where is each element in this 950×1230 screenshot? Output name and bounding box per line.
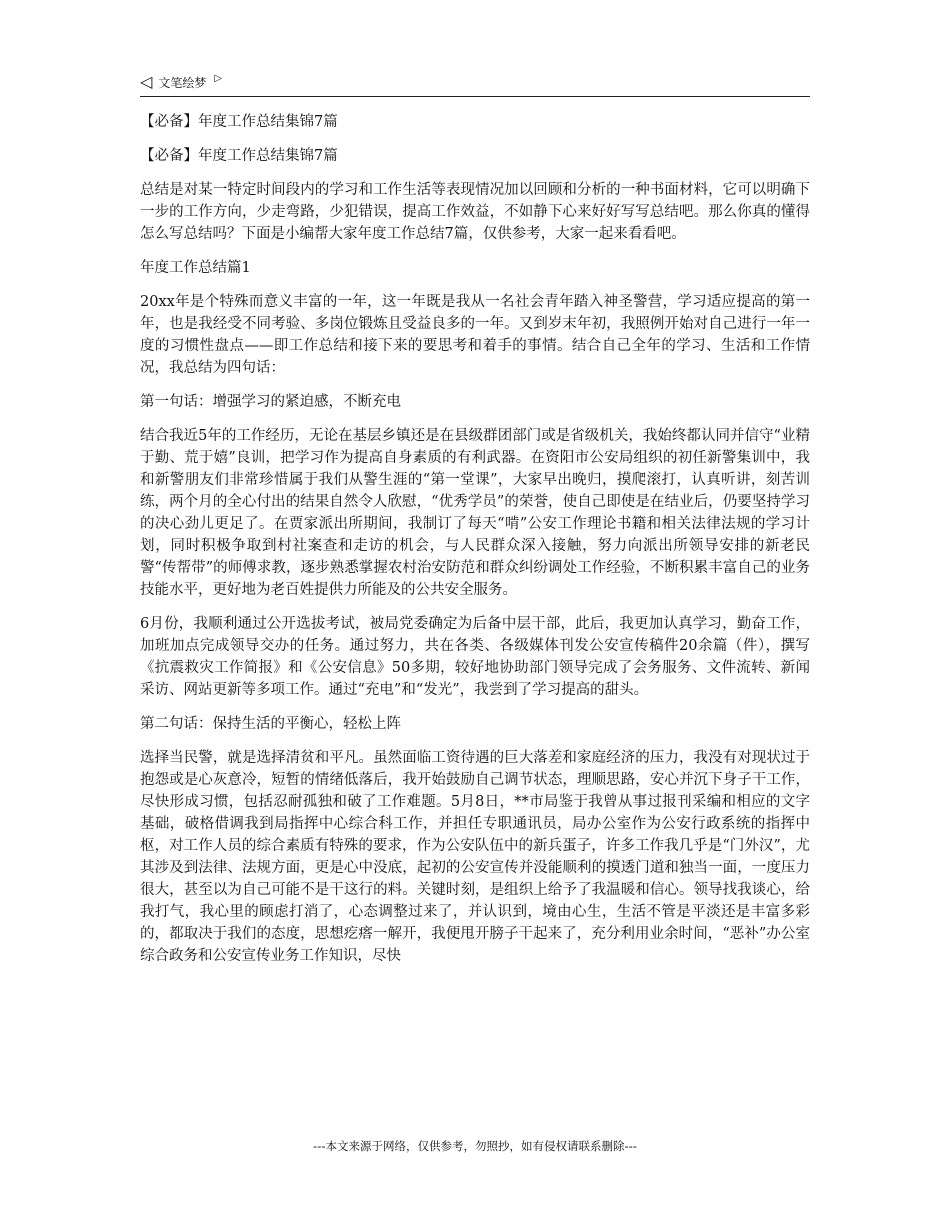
paragraph-1: 20xx年是个特殊而意义丰富的一年，这一年既是我从一名社会青年踏入神圣警营，学习适应提高的第一年，也是我经受不同考验、多岗位锻炼且受益良多的一年。又到岁末年初，我照例开始对自己进行一年一度的习惯性盘点——即工作总结和接下来的要思考和着手的事情。结合自己全年的学习、生活和工作情况，我总结为四句话： xyxy=(140,294,810,376)
document-header xyxy=(140,70,810,94)
paragraph-3: 6月份，我顺利通过公开选拔考试，被局党委确定为后备中层干部，此后，我更加认真学习，勤奋工作，加班加点完成领导交办的任务。通过努力，共在各类、各级媒体刊发公安宣传稿件20余篇（件），撰写《抗震救灾工作简报》和《公安信息》50多期，较好地协助部门领导完成了会务服务、文件流转、新闻采访、网站更新等多项工作。通过“充电”和“发光”，我尝到了学习提高的甜头。 xyxy=(140,616,810,698)
paragraph-2: 结合我近5年的工作经历，无论在基层乡镇还是在县级群团部门或是省级机关，我始终都认同并信守“业精于勤、荒于嬉”良训，把学习作为提高自身素质的有利武器。在资阳市公安局组织的初任新警集训中，我和新警朋友们非常珍惜属于我们从警生涯的“第一堂课”，大家早出晚归，摸爬滚打，认真听讲，刻苦训练，两个月的全心付出的结果自然令人欣慰，“优秀学员”的荣誉，使自己即使是在结业后，仍要坚持学习的决心劲儿更足了。在贾家派出所期间，我制订了每天“啃”公安工作理论书籍和相关法律法规的学习计划，同时积极争取到村社案查和走访的机会，与人民群众深入接触，努力向派出所领导安排的新老民警“传帮带”的师傅求教，逐步熟悉掌握农村治安防范和群众纠纷调处工作经验，不断积累丰富自己的业务技能水平，更好地为老百姓提供力所能及的公共安全服务。 xyxy=(140,428,810,598)
brand-name: 文笔绘梦 xyxy=(158,75,207,90)
triangle-left-icon[interactable]: ◁ xyxy=(140,72,153,91)
paragraph-4: 选择当民警，就是选择清贫和平凡。虽然面临工资待遇的巨大落差和家庭经济的压力，我没有对现状过于抱怨或是心灰意冷，短暂的情绪低落后，我开始鼓励自己调节状态，理顺思路，安心并沉下身子干工作，尽快形成习惯，包括忍耐孤独和破了工作难题。5月8日，**市局鉴于我曾从事过报刊采编和相应的文字基础，破格借调我到局指挥中心综合科工作，并担任专职通讯员，局办公室作为公安行政系统的指挥中枢，对工作人员的综合素质有特殊的要求，作为公安队伍中的新兵蛋子，许多工作我几乎是“门外汉”，尤其涉及到法律、法规方面，更是心中没底，起初的公安宣传并没能顺利的摸透门道和独当一面，一度压力很大，甚至以为自己可能不是干这行的料。关键时刻，是组织上给予了我温暖和信心。领导找我谈心，给我打气，我心里的顾虑打消了，心态调整过来了，并认识到，境由心生，生活不管是平淡还是丰富多彩的，都取决于我们的态度，思想疙瘩一解开，我便甩开膀子干起来了，充分利用业余时间，“恶补”办公室综合政务和公安宣传业务工作知识，尽快 xyxy=(140,750,810,964)
triangle-right-icon[interactable]: ▷ xyxy=(214,73,223,84)
section-title: 年度工作总结篇1 xyxy=(140,260,251,276)
document-title: 【必备】年度工作总结集锦7篇 xyxy=(140,114,338,130)
document-title-repeat: 【必备】年度工作总结集锦7篇 xyxy=(140,148,338,164)
header-divider xyxy=(140,96,810,97)
intro-paragraph: 总结是对某一特定时间段内的学习和工作生活等表现情况加以回顾和分析的一种书面材料，它可以明确下一步的工作方向，少走弯路，少犯错误，提高工作效益，不如静下心来好好写写总结吧。那么你真的懂得怎么写总结吗？下面是小编帮大家年度工作总结7篇，仅供参考，大家一起来看看吧。 xyxy=(140,182,810,242)
source-disclaimer-footer: ---本文来源于网络，仅供参考，勿照抄，如有侵权请联系删除--- xyxy=(313,1139,637,1153)
subheading-1: 第一句话：增强学习的紧迫感，不断充电 xyxy=(140,394,401,410)
subheading-2: 第二句话：保持生活的平衡心，轻松上阵 xyxy=(140,716,401,732)
document-page xyxy=(140,70,810,979)
